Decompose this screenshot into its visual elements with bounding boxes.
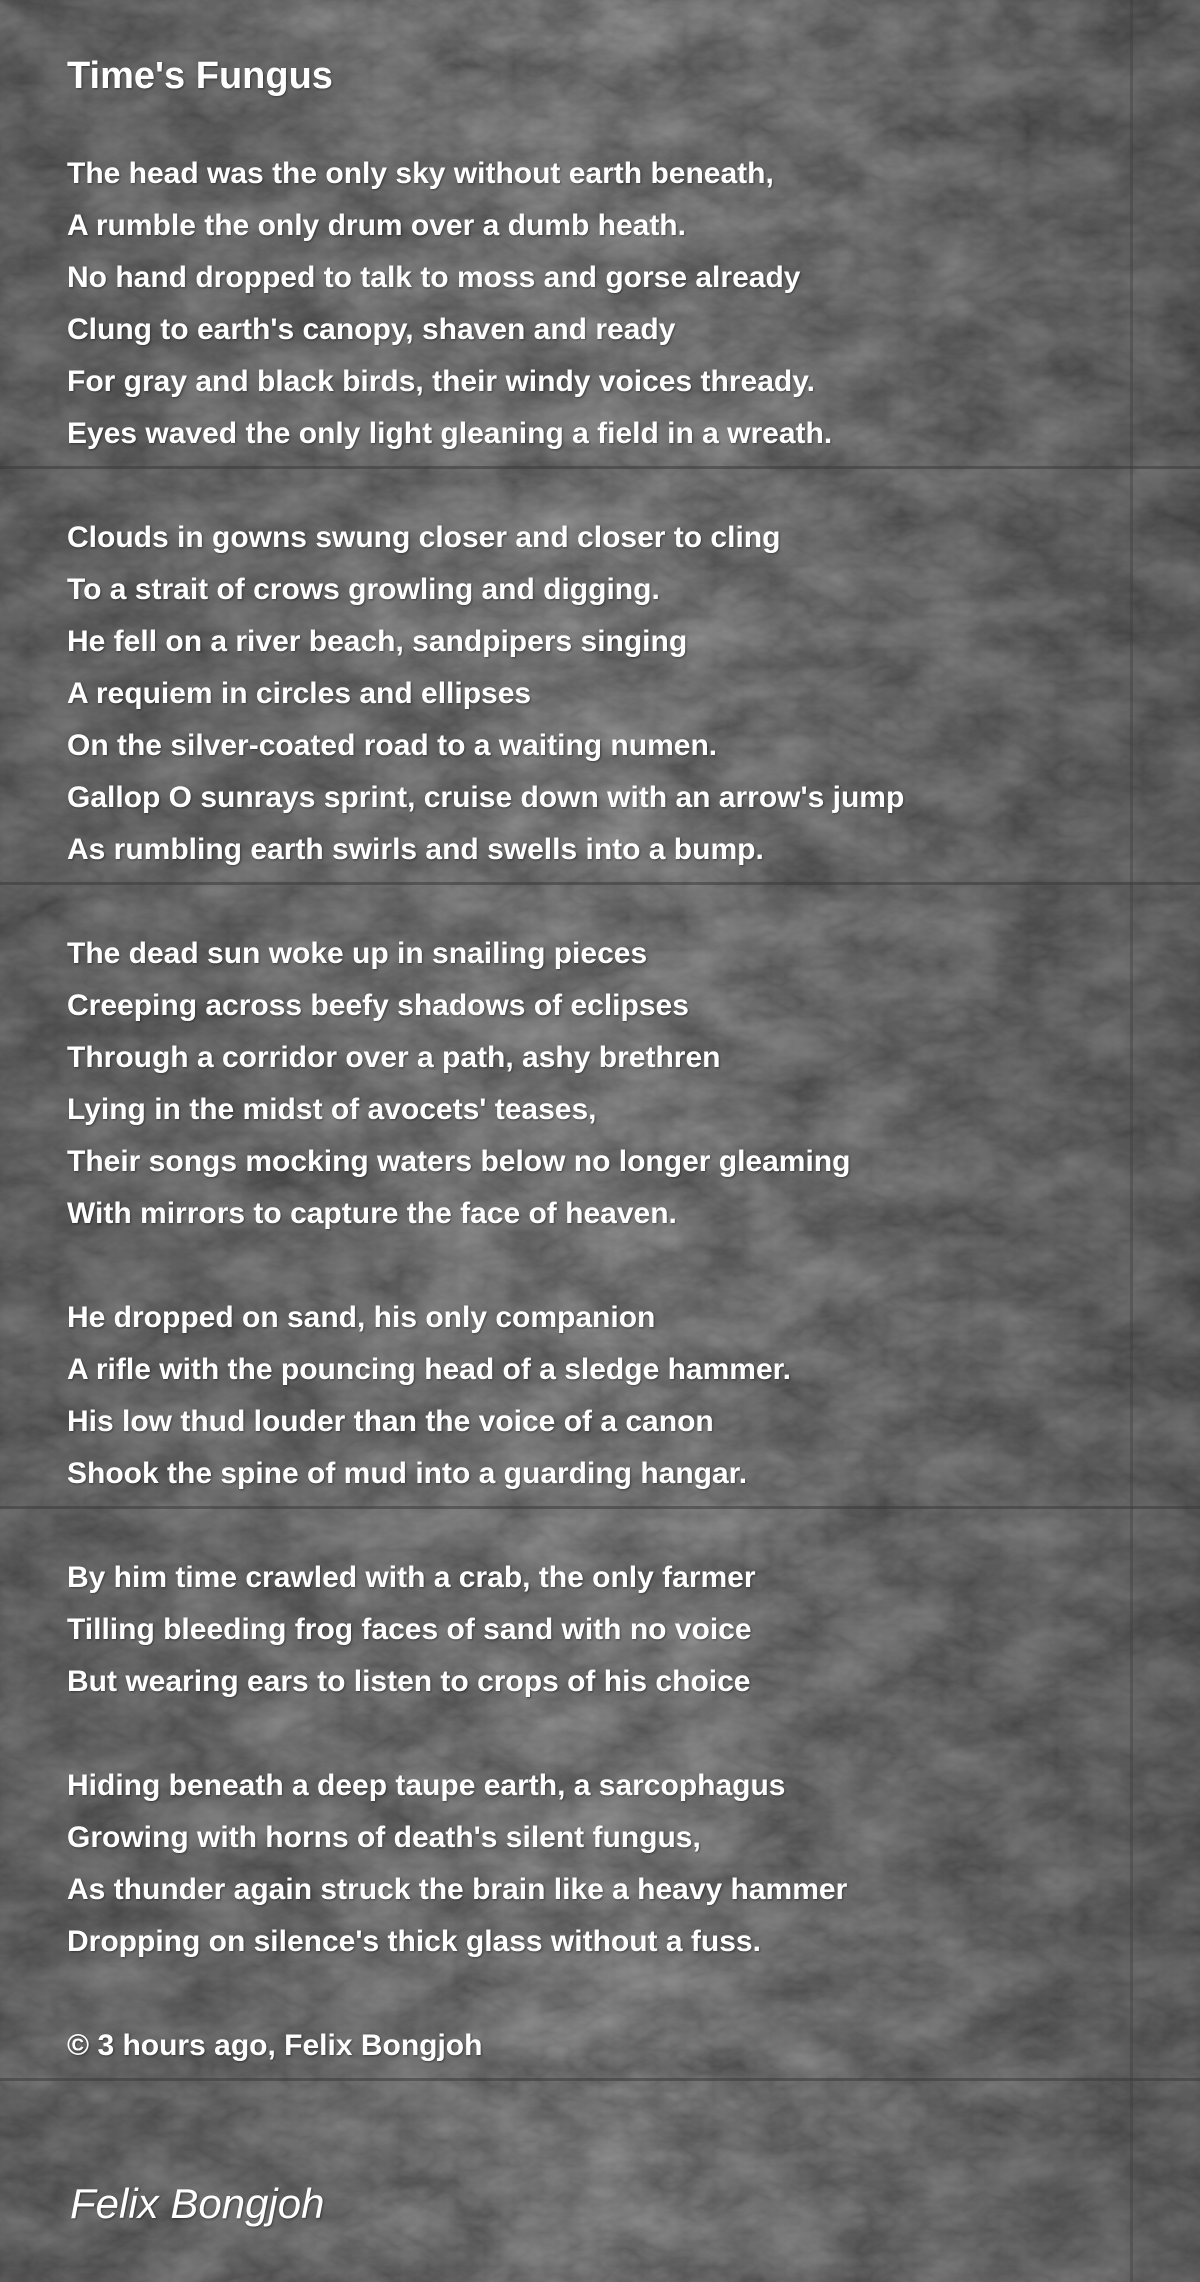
- poem-line: He fell on a river beach, sandpipers singing: [67, 625, 688, 658]
- poem-line: His low thud louder than the voice of a canon: [67, 1405, 714, 1438]
- poem-line: For gray and black birds, their windy voices thready.: [67, 365, 815, 398]
- poem-line: Growing with horns of death's silent fungus,: [67, 1821, 701, 1854]
- stanza-1: [67, 148, 1147, 460]
- poem-line: A requiem in circles and ellipses: [67, 677, 532, 710]
- poem-line: Lying in the midst of avocets' teases,: [67, 1093, 597, 1126]
- poem-line: As thunder again struck the brain like a heavy hammer: [67, 1873, 848, 1906]
- poem-line: Hiding beneath a deep taupe earth, a sarcophagus: [67, 1769, 786, 1802]
- poem-title: Time's Fungus: [67, 55, 333, 97]
- stanza-5: [67, 1552, 1147, 1708]
- poem-line: He dropped on sand, his only companion: [67, 1301, 656, 1334]
- poem-line: Clouds in gowns swung closer and closer to cling: [67, 521, 781, 554]
- copyright-notice: © 3 hours ago, Felix Bongjoh: [67, 2029, 483, 2062]
- poem-line: To a strait of crows growling and digging.: [67, 573, 660, 606]
- poem-line: Dropping on silence's thick glass without a fuss.: [67, 1925, 761, 1958]
- poem-line: Tilling bleeding frog faces of sand with no voice: [67, 1613, 752, 1646]
- stanza-2: [67, 512, 1147, 876]
- poem-line: A rumble the only drum over a dumb heath.: [67, 209, 686, 242]
- stanza-4: [67, 1292, 1147, 1500]
- poem-line: Clung to earth's canopy, shaven and ready: [67, 313, 676, 346]
- poem-line: With mirrors to capture the face of heaven.: [67, 1197, 677, 1230]
- poem-line: Their songs mocking waters below no longer gleaming: [67, 1145, 851, 1178]
- poem-line: Gallop O sunrays sprint, cruise down with an arrow's jump: [67, 781, 905, 814]
- poem-line: No hand dropped to talk to moss and gorse already: [67, 261, 801, 294]
- stanza-3: [67, 928, 1147, 1240]
- poem-line: But wearing ears to listen to crops of his choice: [67, 1665, 751, 1698]
- stanza-6: [67, 1760, 1147, 1968]
- poem-body: [67, 148, 1147, 2072]
- poem-line: A rifle with the pouncing head of a sledge hammer.: [67, 1353, 791, 1386]
- poem-line: By him time crawled with a crab, the only farmer: [67, 1561, 756, 1594]
- poem-line: Shook the spine of mud into a guarding hangar.: [67, 1457, 748, 1490]
- poem-line: Creeping across beefy shadows of eclipses: [67, 989, 689, 1022]
- poem-line: The head was the only sky without earth beneath,: [67, 157, 774, 190]
- poem-line: Through a corridor over a path, ashy brethren: [67, 1041, 721, 1074]
- poem-line: On the silver-coated road to a waiting numen.: [67, 729, 718, 762]
- poem-line: Eyes waved the only light gleaning a field in a wreath.: [67, 417, 833, 450]
- poem-line: The dead sun woke up in snailing pieces: [67, 937, 648, 970]
- author-signature: Felix Bongjoh: [70, 2180, 325, 2227]
- poem-line: As rumbling earth swirls and swells into a bump.: [67, 833, 764, 866]
